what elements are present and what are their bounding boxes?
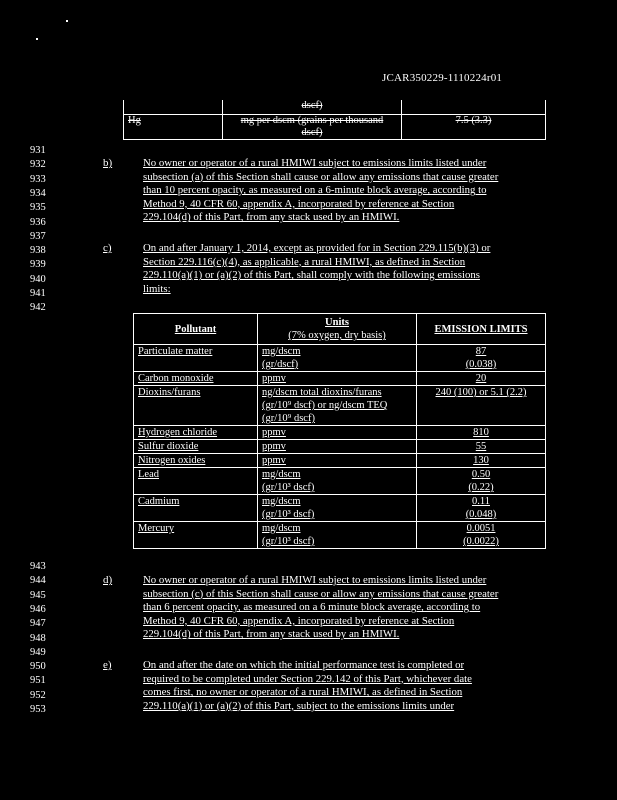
text-line: comes first, no owner or operator of a rural HMIWI, as defined in Section (143, 686, 463, 699)
limit-line: 810 (473, 427, 489, 438)
units-cell (258, 495, 417, 522)
limit-cell (417, 386, 546, 426)
limit-cell (417, 426, 546, 440)
line-number: 951 (30, 675, 46, 687)
table-row (134, 426, 546, 440)
table-row (134, 440, 546, 454)
units-line: (gr/10³ dscf) (262, 509, 315, 520)
header-units: Units (7% oxygen, dry basis) (258, 314, 417, 345)
line-number: 938 (30, 245, 46, 257)
subsection-c-label: c) (103, 242, 112, 254)
text-line: required to be completed under Section 229.142 of this Part, whichever date (143, 672, 472, 685)
text-line: Method 9, 40 CFR 60, appendix A, incorporated by reference at Section (143, 197, 455, 210)
units-line: (gr/10⁹ dscf) (262, 413, 315, 424)
document-id: JCAR350229-1110224r01 (382, 72, 503, 84)
line-number: 936 (30, 216, 46, 228)
units-cell (258, 440, 417, 454)
subsection-e-label: e) (103, 659, 112, 671)
units-line: ppmv (262, 373, 286, 384)
pollutant-cell: Dioxins/furans (134, 386, 258, 426)
units-line: ppmv (262, 427, 286, 438)
units-line: mg/dscm (262, 469, 301, 480)
limit-cell (417, 495, 546, 522)
table-row (124, 100, 546, 115)
subsection-b-label: b) (103, 157, 113, 169)
table-cell (402, 100, 546, 115)
units-line: ppmv (262, 441, 286, 452)
text-line: 229.110(a)(1) or (a)(2) of this Part, shall comply with the following emissions (143, 269, 480, 282)
line-number: 946 (30, 603, 46, 615)
units-line: (gr/10³ dscf) (262, 536, 315, 547)
pollutant-cell: Lead (134, 468, 258, 495)
pollutant-cell: Carbon monoxide (134, 372, 258, 386)
line-number: 950 (30, 661, 46, 673)
scan-speck (36, 38, 38, 40)
line-number: 944 (30, 575, 46, 587)
limit-line: 240 (100) or 5.1 (2.2) (435, 387, 527, 398)
limit-cell (417, 345, 546, 372)
units-cell (258, 426, 417, 440)
limit-line: 55 (475, 441, 487, 452)
text-line: 229.104(d) of this Part, from any stack used by an HMIWI. (143, 628, 400, 641)
limit-cell (417, 522, 546, 549)
previous-limits-table (123, 100, 546, 140)
limit-line: 130 (473, 455, 489, 466)
pollutant-cell: Nitrogen oxides (134, 454, 258, 468)
line-number: 947 (30, 618, 46, 630)
table-header-row (134, 314, 546, 345)
units-cell (258, 468, 417, 495)
text-line: than 6 percent opacity, as measured on a 6 minute block average, according to (143, 601, 481, 614)
table-row (134, 345, 546, 372)
subsection-e-text (143, 659, 543, 713)
table-cell: Hg (124, 115, 223, 140)
limit-line: 87 (475, 346, 487, 357)
table-row (124, 115, 546, 140)
text-line: On and after January 1, 2014, except as provided for in Section 229.115(b)(3) or (143, 242, 491, 254)
pollutant-cell: Sulfur dioxide (134, 440, 258, 454)
line-number: 948 (30, 632, 46, 644)
line-number: 943 (30, 561, 46, 572)
line-number: 934 (30, 187, 46, 199)
text-line: No owner or operator of a rural HMIWI subject to emissions limits listed under (143, 157, 487, 169)
pollutant-cell: Hydrogen chloride (134, 426, 258, 440)
table-row (134, 495, 546, 522)
line-number: 939 (30, 259, 46, 271)
emissions-limits-table (133, 313, 546, 549)
units-cell (258, 372, 417, 386)
text-line: 229.104(d) of this Part, from any stack used by an HMIWI. (143, 211, 400, 224)
limit-cell (417, 372, 546, 386)
table-row (134, 372, 546, 386)
text-line: limits: (143, 282, 171, 295)
limit-line: 0.11 (472, 496, 490, 507)
units-line: mg/dscm (262, 496, 301, 507)
pollutant-cell: Particulate matter (134, 345, 258, 372)
subsection-d-label: d) (103, 574, 113, 586)
pollutant-cell: Cadmium (134, 495, 258, 522)
line-number: 937 (30, 230, 46, 242)
line-number: 935 (30, 202, 46, 214)
limit-line: 0.0051 (466, 523, 496, 534)
text-line: than 10 percent opacity, as measured on a 6-minute block average, according to (143, 184, 487, 197)
table-row (134, 454, 546, 468)
line-number: 931 (30, 145, 46, 156)
limit-line: (0.22) (468, 482, 494, 493)
units-line: (gr/10⁹ dscf) or ng/dscm TEQ (262, 400, 388, 411)
units-line: mg/dscm (262, 523, 301, 534)
table-row (134, 468, 546, 495)
line-number: 953 (30, 704, 46, 715)
text-line: subsection (a) of this Section shall cause or allow any emissions that cause greater (143, 170, 499, 183)
units-cell (258, 345, 417, 372)
subsection-c-text (143, 242, 543, 296)
limit-line: (0.038) (465, 359, 497, 370)
units-cell (258, 386, 417, 426)
line-number: 933 (30, 173, 46, 185)
limit-cell (417, 440, 546, 454)
units-line: (gr/dscf) (262, 359, 299, 370)
subsection-d-text (143, 574, 543, 642)
table-row (134, 386, 546, 426)
text-line: 229.110(a)(1) or (a)(2) of this Part, subject to the emissions limits under (143, 699, 455, 712)
subsection-b-text (143, 157, 543, 225)
units-line: (gr/10³ dscf) (262, 482, 315, 493)
limit-cell (417, 468, 546, 495)
header-pollutant: Pollutant (134, 314, 258, 345)
table-cell: 7.5 (3.3) (402, 115, 546, 140)
units-line: ppmv (262, 455, 286, 466)
text-line: Method 9, 40 CFR 60, appendix A, incorporated by reference at Section (143, 614, 455, 627)
line-number: 942 (30, 302, 46, 314)
limit-line: (0.0022) (463, 536, 499, 547)
text-line: Section 229.116(c)(4), as applicable, a rural HMIWI, as defined in Section (143, 255, 466, 268)
line-number: 945 (30, 589, 46, 601)
limit-line: (0.048) (465, 509, 497, 520)
line-number: 941 (30, 288, 46, 299)
text-line: On and after the date on which the initial performance test is completed or (143, 659, 465, 671)
units-cell (258, 454, 417, 468)
header-limits: EMISSION LIMITS (417, 314, 546, 345)
line-number: 932 (30, 159, 46, 171)
pollutant-cell: Mercury (134, 522, 258, 549)
limit-line: 0.50 (471, 469, 491, 480)
line-number: 949 (30, 646, 46, 658)
units-cell (258, 522, 417, 549)
text-line: No owner or operator of a rural HMIWI subject to emissions limits listed under (143, 574, 487, 586)
units-line: mg/dscm (262, 346, 301, 357)
line-number: 952 (30, 689, 46, 701)
table-row (134, 522, 546, 549)
units-line: ng/dscm total dioxins/furans (262, 387, 382, 398)
table-cell: mg per dscm (grains per thousand dscf) (223, 115, 402, 140)
text-line: subsection (c) of this Section shall cause or allow any emissions that cause greater (143, 587, 499, 600)
limit-cell (417, 454, 546, 468)
line-number: 940 (30, 273, 46, 285)
table-cell: dscf) (223, 100, 402, 115)
table-cell (124, 100, 223, 115)
limit-line: 20 (475, 373, 487, 384)
scan-speck (66, 20, 68, 22)
